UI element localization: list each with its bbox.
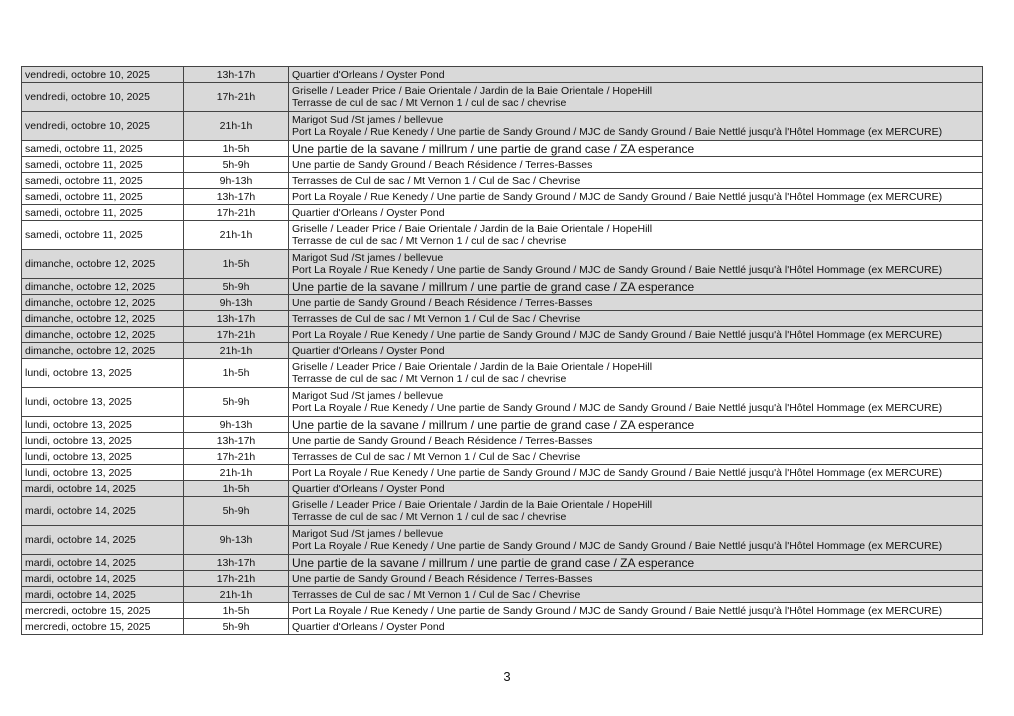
hours-cell: 1h-5h — [184, 250, 289, 279]
date-cell: dimanche, octobre 12, 2025 — [22, 327, 184, 343]
zone-line: Terrasse de cul de sac / Mt Vernon 1 / cul de sac / chevrise — [292, 235, 567, 247]
zones-cell — [289, 603, 983, 619]
hours-cell: 21h-1h — [184, 112, 289, 141]
table-row — [22, 279, 983, 295]
date-cell: lundi, octobre 13, 2025 — [22, 417, 184, 433]
hours-cell: 5h-9h — [184, 497, 289, 526]
zone-line: Terrasses de Cul de sac / Mt Vernon 1 / Cul de Sac / Chevrise — [292, 450, 581, 463]
table-row — [22, 497, 983, 526]
zone-line: Port La Royale / Rue Kenedy / Une partie de Sandy Ground / MJC de Sandy Ground / Baie Nettlé jusqu'à l'Hôtel Hommage (ex MERCURE) — [292, 540, 943, 552]
zone-line: Griselle / Leader Price / Baie Orientale / Jardin de la Baie Orientale / HopeHill — [292, 361, 653, 373]
hours-cell: 5h-9h — [184, 388, 289, 417]
hours-cell: 9h-13h — [184, 295, 289, 311]
zone-line: Une partie de Sandy Ground / Beach Résidence / Terres-Basses — [292, 572, 593, 585]
date-cell: samedi, octobre 11, 2025 — [22, 157, 184, 173]
hours-cell: 13h-17h — [184, 189, 289, 205]
zone-line: Quartier d'Orleans / Oyster Pond — [292, 68, 445, 81]
hours-cell: 17h-21h — [184, 449, 289, 465]
hours-cell: 13h-17h — [184, 67, 289, 83]
zones-cell — [289, 481, 983, 497]
zone-line: Une partie de Sandy Ground / Beach Résidence / Terres-Basses — [292, 434, 593, 447]
zones-cell — [289, 571, 983, 587]
zone-line: Marigot Sud /St james / bellevue — [292, 252, 444, 264]
hours-cell: 13h-17h — [184, 555, 289, 571]
table-row — [22, 571, 983, 587]
table-row — [22, 83, 983, 112]
zone-line: Quartier d'Orleans / Oyster Pond — [292, 344, 445, 357]
table-row — [22, 327, 983, 343]
hours-cell: 5h-9h — [184, 619, 289, 635]
hours-cell: 17h-21h — [184, 327, 289, 343]
hours-cell: 21h-1h — [184, 465, 289, 481]
zones-cell — [289, 359, 983, 388]
table-row — [22, 555, 983, 571]
date-cell: dimanche, octobre 12, 2025 — [22, 250, 184, 279]
hours-cell: 1h-5h — [184, 141, 289, 157]
zones-cell — [289, 250, 983, 279]
date-cell: lundi, octobre 13, 2025 — [22, 449, 184, 465]
outage-schedule-table — [21, 66, 983, 635]
date-cell: mardi, octobre 14, 2025 — [22, 526, 184, 555]
date-cell: lundi, octobre 13, 2025 — [22, 359, 184, 388]
zones-cell — [289, 526, 983, 555]
zones-cell — [289, 295, 983, 311]
date-cell: mardi, octobre 14, 2025 — [22, 555, 184, 571]
zone-line: Terrasse de cul de sac / Mt Vernon 1 / cul de sac / chevrise — [292, 97, 567, 109]
page-number: 3 — [503, 669, 511, 684]
zones-cell — [289, 497, 983, 526]
zone-line: Port La Royale / Rue Kenedy / Une partie de Sandy Ground / MJC de Sandy Ground / Baie Nettlé jusqu'à l'Hôtel Hommage (ex MERCURE) — [292, 328, 943, 341]
zone-line: Port La Royale / Rue Kenedy / Une partie de Sandy Ground / MJC de Sandy Ground / Baie Nettlé jusqu'à l'Hôtel Hommage (ex MERCURE) — [292, 190, 943, 203]
date-cell: mardi, octobre 14, 2025 — [22, 481, 184, 497]
zone-line: Port La Royale / Rue Kenedy / Une partie de Sandy Ground / MJC de Sandy Ground / Baie Nettlé jusqu'à l'Hôtel Hommage (ex MERCURE) — [292, 264, 943, 276]
zone-line: Terrasses de Cul de sac / Mt Vernon 1 / Cul de Sac / Chevrise — [292, 588, 581, 601]
zones-cell — [289, 417, 983, 433]
table-row — [22, 465, 983, 481]
zone-line: Marigot Sud /St james / bellevue — [292, 528, 444, 540]
zone-line: Une partie de la savane / millrum / une partie de grand case / ZA esperance — [292, 141, 695, 156]
zone-line: Terrasse de cul de sac / Mt Vernon 1 / cul de sac / chevrise — [292, 511, 567, 523]
hours-cell: 1h-5h — [184, 359, 289, 388]
date-cell: mardi, octobre 14, 2025 — [22, 571, 184, 587]
zone-line: Terrasse de cul de sac / Mt Vernon 1 / cul de sac / chevrise — [292, 373, 567, 385]
table-row — [22, 449, 983, 465]
table-row — [22, 221, 983, 250]
zones-cell — [289, 388, 983, 417]
table-row — [22, 295, 983, 311]
zones-cell — [289, 83, 983, 112]
table-row — [22, 250, 983, 279]
zone-line: Une partie de la savane / millrum / une partie de grand case / ZA esperance — [292, 555, 695, 570]
zones-cell — [289, 173, 983, 189]
hours-cell: 21h-1h — [184, 343, 289, 359]
zones-cell — [289, 311, 983, 327]
zones-cell — [289, 112, 983, 141]
zones-cell — [289, 343, 983, 359]
date-cell: mercredi, octobre 15, 2025 — [22, 619, 184, 635]
zone-line: Marigot Sud /St james / bellevue — [292, 114, 444, 126]
date-cell: samedi, octobre 11, 2025 — [22, 205, 184, 221]
hours-cell: 13h-17h — [184, 311, 289, 327]
table-row — [22, 587, 983, 603]
date-cell: lundi, octobre 13, 2025 — [22, 388, 184, 417]
date-cell: vendredi, octobre 10, 2025 — [22, 112, 184, 141]
table-row — [22, 481, 983, 497]
zone-line: Port La Royale / Rue Kenedy / Une partie de Sandy Ground / MJC de Sandy Ground / Baie Nettlé jusqu'à l'Hôtel Hommage (ex MERCURE) — [292, 466, 943, 479]
zone-line: Terrasses de Cul de sac / Mt Vernon 1 / Cul de Sac / Chevrise — [292, 174, 581, 187]
table-row — [22, 388, 983, 417]
zones-cell — [289, 433, 983, 449]
zones-cell — [289, 279, 983, 295]
hours-cell: 9h-13h — [184, 417, 289, 433]
hours-cell: 21h-1h — [184, 221, 289, 250]
table-row — [22, 311, 983, 327]
table-row — [22, 619, 983, 635]
zone-line: Quartier d'Orleans / Oyster Pond — [292, 620, 445, 633]
zone-line: Une partie de Sandy Ground / Beach Résidence / Terres-Basses — [292, 158, 593, 171]
date-cell: dimanche, octobre 12, 2025 — [22, 295, 184, 311]
zone-line: Une partie de Sandy Ground / Beach Résidence / Terres-Basses — [292, 296, 593, 309]
hours-cell: 1h-5h — [184, 603, 289, 619]
zone-line: Marigot Sud /St james / bellevue — [292, 390, 444, 402]
zones-cell — [289, 587, 983, 603]
zones-cell — [289, 157, 983, 173]
schedule-body — [22, 67, 983, 635]
hours-cell: 17h-21h — [184, 205, 289, 221]
zone-line: Griselle / Leader Price / Baie Orientale / Jardin de la Baie Orientale / HopeHill — [292, 223, 653, 235]
table-row — [22, 189, 983, 205]
table-row — [22, 205, 983, 221]
date-cell: samedi, octobre 11, 2025 — [22, 173, 184, 189]
date-cell: dimanche, octobre 12, 2025 — [22, 343, 184, 359]
date-cell: vendredi, octobre 10, 2025 — [22, 83, 184, 112]
zones-cell — [289, 465, 983, 481]
zones-cell — [289, 189, 983, 205]
zones-cell — [289, 449, 983, 465]
date-cell: dimanche, octobre 12, 2025 — [22, 311, 184, 327]
table-row — [22, 526, 983, 555]
zone-line: Terrasses de Cul de sac / Mt Vernon 1 / Cul de Sac / Chevrise — [292, 312, 581, 325]
date-cell: samedi, octobre 11, 2025 — [22, 189, 184, 205]
table-row — [22, 359, 983, 388]
zones-cell — [289, 141, 983, 157]
hours-cell: 5h-9h — [184, 157, 289, 173]
date-cell: mardi, octobre 14, 2025 — [22, 497, 184, 526]
date-cell: dimanche, octobre 12, 2025 — [22, 279, 184, 295]
hours-cell: 13h-17h — [184, 433, 289, 449]
table-row — [22, 67, 983, 83]
table-row — [22, 343, 983, 359]
zones-cell — [289, 67, 983, 83]
zone-line: Port La Royale / Rue Kenedy / Une partie de Sandy Ground / MJC de Sandy Ground / Baie Nettlé jusqu'à l'Hôtel Hommage (ex MERCURE) — [292, 126, 943, 138]
zones-cell — [289, 221, 983, 250]
zone-line: Quartier d'Orleans / Oyster Pond — [292, 206, 445, 219]
zones-cell — [289, 619, 983, 635]
date-cell: lundi, octobre 13, 2025 — [22, 465, 184, 481]
zone-line: Une partie de la savane / millrum / une partie de grand case / ZA esperance — [292, 417, 695, 432]
zone-line: Quartier d'Orleans / Oyster Pond — [292, 482, 445, 495]
hours-cell: 5h-9h — [184, 279, 289, 295]
table-row — [22, 157, 983, 173]
date-cell: mardi, octobre 14, 2025 — [22, 587, 184, 603]
table-row — [22, 603, 983, 619]
date-cell: samedi, octobre 11, 2025 — [22, 141, 184, 157]
date-cell: lundi, octobre 13, 2025 — [22, 433, 184, 449]
table-row — [22, 173, 983, 189]
zones-cell — [289, 327, 983, 343]
hours-cell: 1h-5h — [184, 481, 289, 497]
date-cell: mercredi, octobre 15, 2025 — [22, 603, 184, 619]
zone-line: Port La Royale / Rue Kenedy / Une partie de Sandy Ground / MJC de Sandy Ground / Baie Nettlé jusqu'à l'Hôtel Hommage (ex MERCURE) — [292, 604, 943, 617]
zone-line: Port La Royale / Rue Kenedy / Une partie de Sandy Ground / MJC de Sandy Ground / Baie Nettlé jusqu'à l'Hôtel Hommage (ex MERCURE) — [292, 402, 943, 414]
hours-cell: 21h-1h — [184, 587, 289, 603]
table-row — [22, 417, 983, 433]
table-row — [22, 112, 983, 141]
zones-cell — [289, 555, 983, 571]
table-row — [22, 141, 983, 157]
hours-cell: 9h-13h — [184, 173, 289, 189]
zones-cell — [289, 205, 983, 221]
zone-line: Une partie de la savane / millrum / une partie de grand case / ZA esperance — [292, 279, 695, 294]
date-cell: vendredi, octobre 10, 2025 — [22, 67, 184, 83]
zone-line: Griselle / Leader Price / Baie Orientale / Jardin de la Baie Orientale / HopeHill — [292, 85, 653, 97]
zone-line: Griselle / Leader Price / Baie Orientale / Jardin de la Baie Orientale / HopeHill — [292, 499, 653, 511]
hours-cell: 17h-21h — [184, 571, 289, 587]
table-row — [22, 433, 983, 449]
hours-cell: 9h-13h — [184, 526, 289, 555]
date-cell: samedi, octobre 11, 2025 — [22, 221, 184, 250]
hours-cell: 17h-21h — [184, 83, 289, 112]
